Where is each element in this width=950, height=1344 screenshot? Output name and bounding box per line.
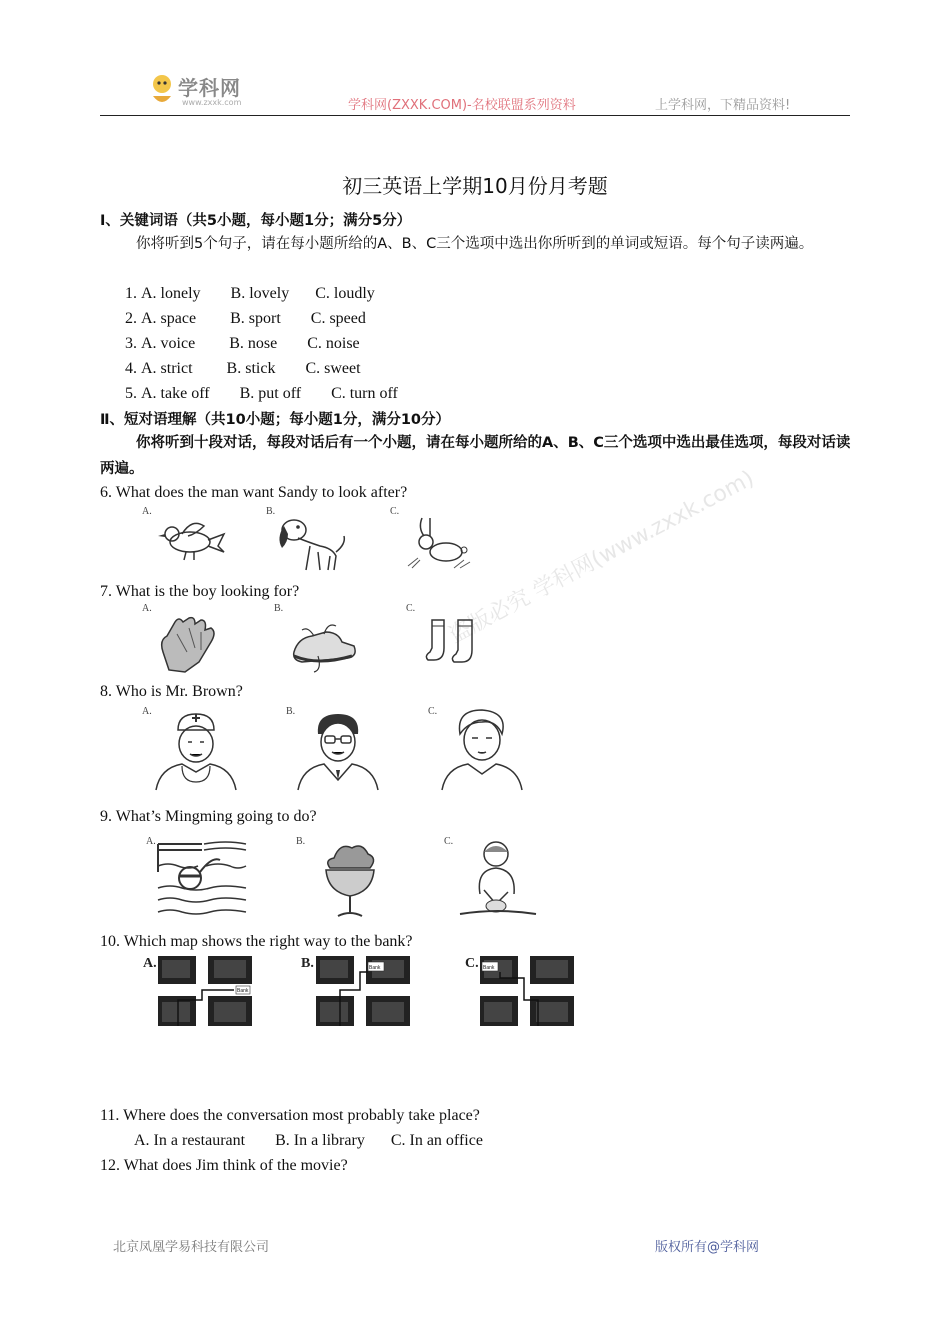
socks-icon [422, 616, 486, 666]
header-tagline: 学科网(ZXXK.COM)-名校联盟系列资料 [348, 98, 576, 113]
ice-cream-icon [318, 840, 382, 924]
young-man-icon [438, 708, 524, 792]
question-5 [125, 385, 398, 403]
map-label-c: C. [465, 956, 479, 971]
pic-label-b: B. [286, 706, 296, 717]
logo-url: www.zxxk.com [182, 98, 242, 107]
option-c: C. speed [310, 310, 366, 327]
doctor-icon [152, 710, 238, 792]
page-title: 初三英语上学期10月份月考题 [342, 174, 608, 198]
option-b: B. put off [239, 385, 302, 402]
option-c: C. noise [307, 335, 360, 352]
gardening-icon [458, 840, 538, 920]
section1-instruction: 你将听到5个句子，请在每小题所给的A、B、C三个选项中选出你所听到的单词或短语。每个句子读两遍。 [136, 236, 814, 252]
bird-icon [152, 514, 228, 564]
option-c: C. In an office [390, 1132, 483, 1149]
header-divider [100, 115, 850, 116]
option-a: A. lonely [141, 285, 201, 302]
pic-label-c: C. [390, 506, 400, 517]
footer-copyright: 版权所有@学科网 [655, 1240, 760, 1255]
question-11-options [134, 1132, 483, 1150]
pic-label-a: A. [146, 836, 156, 847]
pic-label-b: B. [274, 603, 284, 614]
question-9: 9. What’s Mingming going to do? [100, 808, 317, 825]
footer-company: 北京凤凰学易科技有限公司 [113, 1240, 270, 1255]
question-10: 10. Which map shows the right way to the bank? [100, 933, 413, 950]
swimming-icon [156, 836, 248, 922]
map-label-a: A. [143, 956, 157, 971]
option-c: C. turn off [331, 385, 398, 402]
mascot-icon [148, 72, 176, 108]
question-6: 6. What does the man want Sandy to look after? [100, 484, 408, 501]
map-bank-sign: Bank [369, 965, 381, 971]
question-number: 4. [125, 360, 137, 377]
option-a: A. In a restaurant [134, 1132, 246, 1149]
question-7: 7. What is the boy looking for? [100, 583, 300, 600]
map-b [316, 956, 410, 1026]
option-c: C. loudly [315, 285, 375, 302]
section2-heading: Ⅱ、短对语理解（共10小题；每小题1分，满分10分） [100, 412, 450, 428]
option-b: B. nose [229, 335, 278, 352]
pic-label-a: A. [142, 506, 152, 517]
question-11: 11. Where does the conversation most probably take place? [100, 1107, 480, 1124]
map-c [480, 956, 574, 1026]
map-a [158, 956, 252, 1026]
question-8: 8. Who is Mr. Brown? [100, 683, 243, 700]
pic-label-a: A. [142, 603, 152, 614]
map-label-b: B. [301, 956, 314, 971]
question-3 [125, 335, 360, 353]
question-number: 2. [125, 310, 137, 327]
option-a: A. strict [141, 360, 193, 377]
question-number: 3. [125, 335, 137, 352]
option-a: A. take off [141, 385, 210, 402]
pic-label-c: C. [444, 836, 454, 847]
pic-label-c: C. [406, 603, 416, 614]
option-b: B. lovely [230, 285, 290, 302]
section2-instruction: 你将听到十段对话，每段对话后有一个小题，请在每小题所给的A、B、C三个选项中选出最佳选项，每段对话读两遍。 [100, 435, 851, 477]
question-12: 12. What does Jim think of the movie? [100, 1157, 348, 1174]
watermark: 盗版必究 学科网(www.zxxk.com) [445, 466, 759, 649]
section1-heading: Ⅰ、关键词语（共5小题，每小题1分；满分5分） [100, 213, 412, 229]
glove-icon [155, 612, 221, 674]
header-slogan: 上学科网，下精品资料! [655, 98, 791, 113]
map-bank-sign: Bank [237, 988, 249, 994]
dog-icon [274, 512, 350, 576]
map-bank-sign: Bank [483, 965, 495, 971]
logo-text: 学科网 [178, 76, 241, 100]
question-number: 5. [125, 385, 137, 402]
option-a: A. space [141, 310, 197, 327]
option-a: A. voice [141, 335, 196, 352]
pic-label-b: B. [266, 506, 276, 517]
pic-label-c: C. [428, 706, 438, 717]
rabbit-icon [404, 514, 474, 572]
shoe-icon [288, 616, 360, 674]
site-logo [148, 70, 258, 110]
question-2 [125, 310, 366, 328]
question-number: 1. [125, 285, 137, 302]
option-b: B. stick [226, 360, 276, 377]
pic-label-a: A. [142, 706, 152, 717]
pic-label-b: B. [296, 836, 306, 847]
option-b: B. In a library [275, 1132, 365, 1149]
option-c: C. sweet [305, 360, 361, 377]
teacher-icon [294, 710, 380, 792]
option-b: B. sport [230, 310, 281, 327]
question-4 [125, 360, 361, 378]
question-1 [125, 285, 375, 303]
